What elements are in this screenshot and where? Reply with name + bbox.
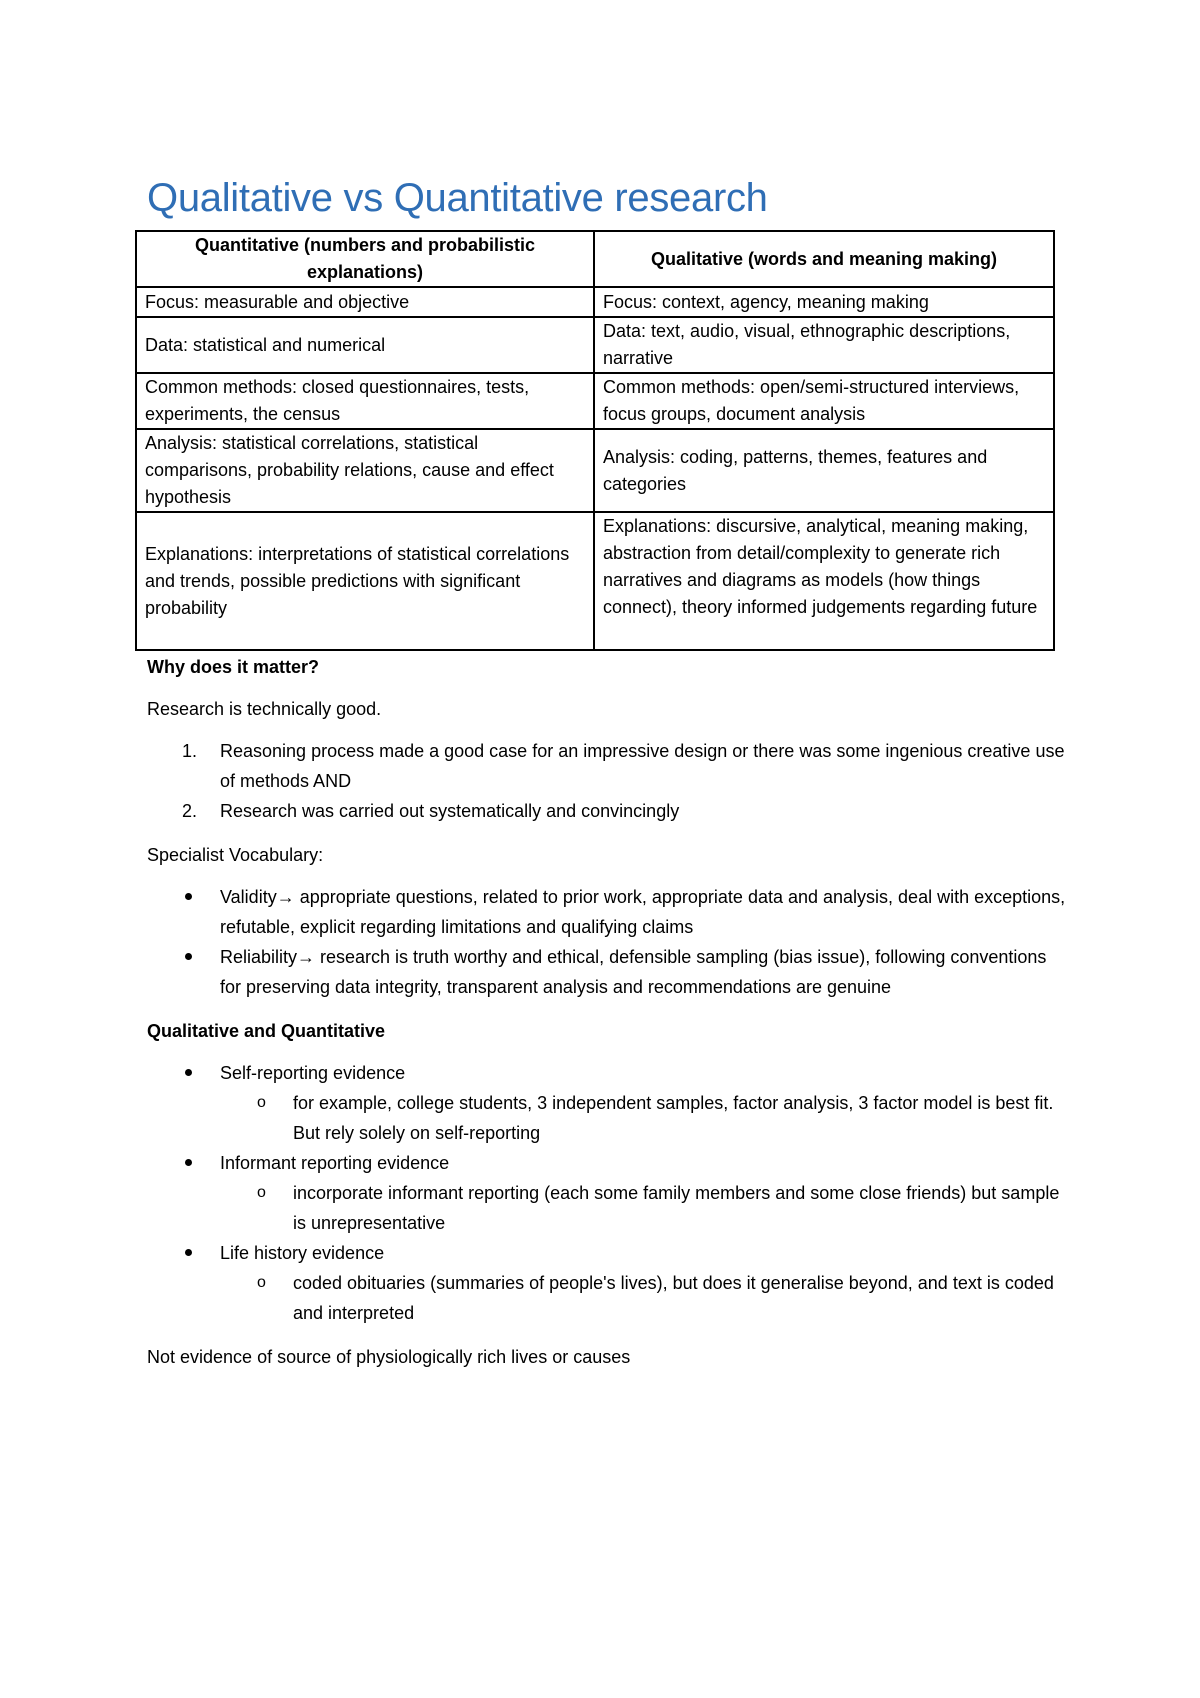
research-good-text: Research is technically good. [147,699,382,719]
list-item-text: Reliability→ research is truth worthy and ethical, defensible sampling (bias issue), following conventions for preserving data integrity, transparent analysis and recommendations are genuine [220,947,1047,997]
table-row [136,512,1054,650]
page-title: Qualitative vs Quantitative research [147,176,768,220]
sub-list-item-text: for example, college students, 3 independent samples, factor analysis, 3 factor model is best fit. But rely solely on self-reporting [293,1093,1054,1143]
vocab-heading: Specialist Vocabulary: [147,845,324,865]
sub-list [220,1178,1067,1238]
list-item-text: Validity→ appropriate questions, related to prior work, appropriate data and analysis, deal with exceptions, refutable, explicit regarding limitations and qualifying claims [220,887,1066,937]
evidence-list [147,1058,1067,1328]
list-item [147,1238,1067,1328]
body-text [147,652,1067,1387]
table-cell: Explanations: interpretations of statistical correlations and trends, possible predictions with significant probability [136,512,594,650]
list-number: 1. [182,741,198,761]
list-item [147,1148,1067,1238]
table-cell: Analysis: statistical correlations, statistical comparisons, probability relations, cause and effect hypothesis [136,429,594,512]
bullet-icon [185,1249,192,1256]
list-item [147,942,1067,1002]
sub-list-item [220,1178,1067,1238]
table-cell: Focus: measurable and objective [136,287,594,317]
sub-bullet-icon: o [257,1184,266,1201]
closing-text: Not evidence of source of physiologically rich lives or causes [147,1347,631,1367]
sub-list-item [220,1088,1067,1148]
table-row [136,317,1054,373]
list-item-text: Research was carried out systematically and convincingly [220,801,680,821]
bullet-icon [185,893,192,900]
list-item [147,882,1067,942]
table-cell: Common methods: open/semi-structured interviews, focus groups, document analysis [594,373,1054,429]
why-heading: Why does it matter? [147,657,320,677]
list-item-text: Life history evidence [220,1243,385,1263]
table-cell: Analysis: coding, patterns, themes, features and categories [594,429,1054,512]
document-page [145,170,1067,1367]
list-item-text: Self-reporting evidence [220,1063,406,1083]
table-cell: Data: statistical and numerical [136,317,594,373]
table-header-quantitative: Quantitative (numbers and probabilistic explanations) [136,231,594,287]
list-item-text: Reasoning process made a good case for an impressive design or there was some ingenious creative use of methods AND [220,741,1065,791]
sub-list-item [220,1268,1067,1328]
list-item [147,796,1067,826]
list-item-text: Informant reporting evidence [220,1153,450,1173]
list-item [147,1058,1067,1148]
table-header-row [136,231,1054,287]
qq-heading: Qualitative and Quantitative [147,1021,386,1041]
sub-bullet-icon: o [257,1274,266,1291]
table-cell: Data: text, audio, visual, ethnographic descriptions, narrative [594,317,1054,373]
list-item [147,736,1067,796]
list-number: 2. [182,801,198,821]
table-header-qualitative: Qualitative (words and meaning making) [594,231,1054,287]
table-cell: Explanations: discursive, analytical, meaning making, abstraction from detail/complexity to generate rich narratives and diagrams as models (how things connect), theory informed judgements regarding future [594,512,1054,650]
sub-list-item-text: incorporate informant reporting (each some family members and some close friends) but sample is unrepresentative [293,1183,1060,1233]
sub-list [220,1088,1067,1148]
reasons-list [147,736,1067,826]
comparison-table [135,230,1055,651]
table-cell: Focus: context, agency, meaning making [594,287,1054,317]
bullet-icon [185,1069,192,1076]
sub-list [220,1268,1067,1328]
sub-bullet-icon: o [257,1094,266,1111]
table-row [136,429,1054,512]
bullet-icon [185,1159,192,1166]
table-row [136,373,1054,429]
bullet-icon [185,953,192,960]
table-cell: Common methods: closed questionnaires, tests, experiments, the census [136,373,594,429]
vocab-list [147,882,1067,1002]
table-row [136,287,1054,317]
sub-list-item-text: coded obituaries (summaries of people's lives), but does it generalise beyond, and text is coded and interpreted [293,1273,1054,1323]
